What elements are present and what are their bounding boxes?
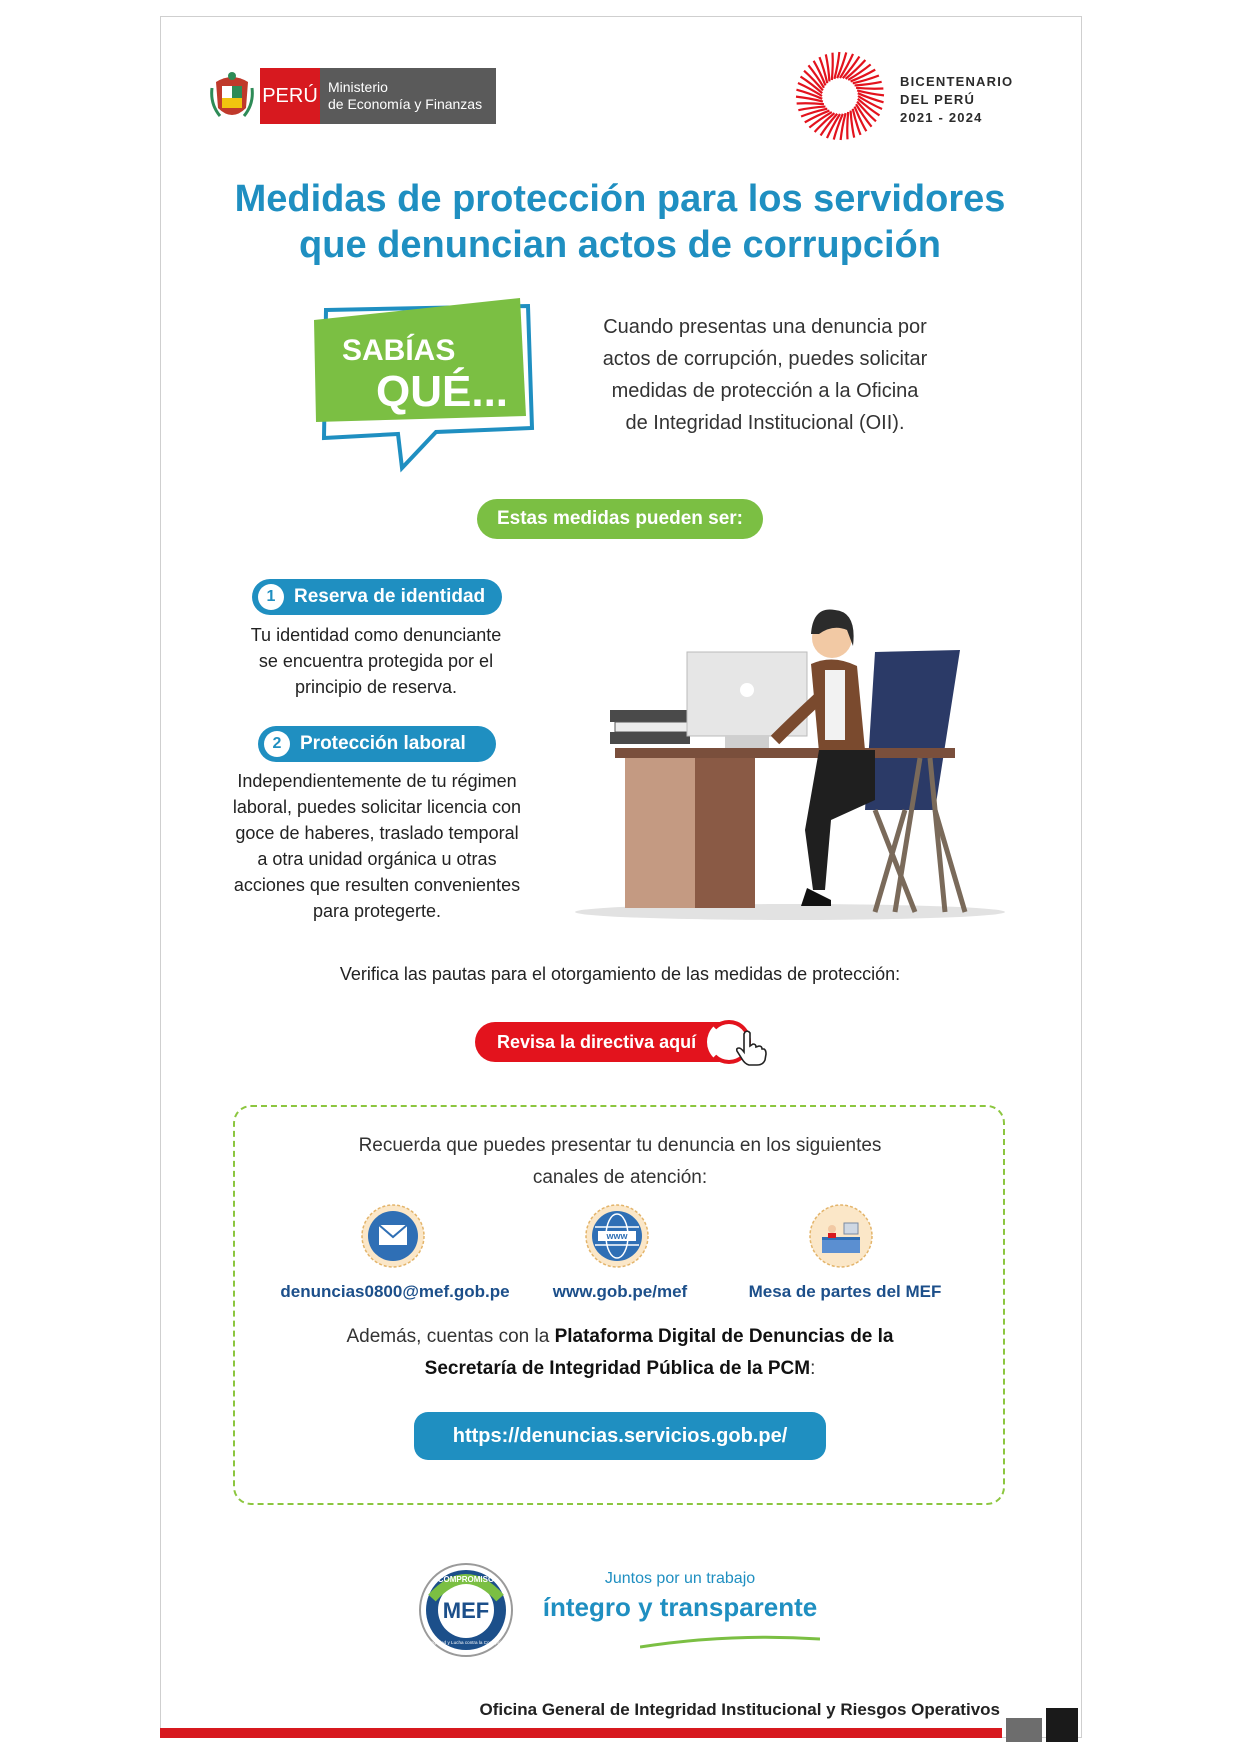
ministry-name: [320, 68, 496, 124]
intro-line2: actos de corrupción, puedes solicitar: [602, 348, 928, 370]
footer-office-name: Oficina General de Integridad Institucional y Riesgos Operativos: [479, 1700, 1000, 1719]
peru-label: PERÚ: [260, 68, 320, 124]
review-directive-label: Revisa la directiva aquí: [497, 1031, 697, 1052]
platform-suffix: :: [810, 1358, 816, 1379]
sun-ray: [832, 53, 833, 80]
title-line1: Medidas de protección para los servidores: [234, 178, 1006, 220]
platform-prefix: Además, cuentas con la: [346, 1326, 555, 1347]
globe-www-icon: [584, 1203, 650, 1269]
measure-2-line: para protegerte.: [312, 901, 442, 921]
measure-1-line: Tu identidad como denunciante: [250, 625, 502, 645]
measure-2-number: 2: [264, 731, 290, 757]
title-line2: que denuncian actos de corrupción: [299, 224, 941, 266]
measure-1-title: [252, 579, 502, 615]
ministry-line1: Ministerio: [328, 79, 388, 95]
verify-guidelines-text: Verifica las pautas para el otorgamiento de las medidas de protección:: [339, 964, 901, 984]
measure-2-line: Independientemente de tu régimen: [237, 771, 517, 791]
bicentenario-logo: [792, 48, 1052, 144]
footer-black-square: [1046, 1708, 1078, 1742]
measure-2-line: goce de haberes, traslado temporal: [235, 823, 519, 843]
measures-heading: Estas medidas pueden ser:: [477, 499, 763, 539]
sabias-line2: QUÉ...: [376, 367, 509, 416]
seal-bottom-text: Integridad y Lucha contra la Corrupción: [425, 1640, 507, 1645]
channels-intro-line1: Recuerda que puedes presentar tu denuncia en los siguientes: [358, 1135, 882, 1156]
measure-2-line: laboral, puedes solicitar licencia con: [232, 797, 522, 817]
measure-1-description: [226, 622, 526, 700]
sun-ray: [797, 103, 824, 104]
mef-compromiso-seal: [418, 1562, 514, 1658]
page-title: [200, 176, 1040, 268]
tagline-big: íntegro y transparente: [542, 1592, 818, 1622]
footer-red-bar: [160, 1728, 1002, 1738]
coat-of-arms-icon: [210, 68, 254, 124]
measure-2-line: acciones que resulten convenientes: [233, 875, 521, 895]
channels-intro-line2: canales de atención:: [532, 1167, 708, 1188]
footer-gray-square: [1006, 1718, 1042, 1742]
reception-desk-icon: [808, 1203, 874, 1269]
platform-name-1: Plataforma Digital de Denuncias de la: [554, 1326, 894, 1347]
platform-name-2: Secretaría de Integridad Pública de la PCM: [424, 1358, 811, 1379]
sabias-que-bubble: [306, 298, 542, 478]
intro-line4: de Integridad Institucional (OII).: [625, 412, 905, 434]
channel-desk-label: Mesa de partes del MEF: [748, 1282, 942, 1301]
review-directive-button[interactable]: [475, 1022, 745, 1062]
measure-1-line: principio de reserva.: [294, 677, 458, 697]
sun-ray: [856, 88, 883, 89]
sun-ray: [847, 112, 848, 139]
measure-1-title-text: Reserva de identidad: [294, 586, 486, 607]
intro-line1: Cuando presentas una denuncia por: [603, 316, 927, 338]
platform-paragraph: [280, 1321, 960, 1385]
bicentenario-line1: BICENTENARIO: [900, 74, 1014, 89]
ministry-line2: de Economía y Finanzas: [328, 96, 483, 112]
denuncias-url-link[interactable]: https://denuncias.servicios.gob.pe/: [414, 1412, 826, 1460]
svg-text:www: www: [606, 1231, 628, 1241]
measure-2-description: [212, 768, 542, 924]
intro-paragraph: [560, 311, 970, 439]
measure-2-title: [258, 726, 496, 762]
bicentenario-line3: 2021 - 2024: [900, 110, 983, 125]
measure-1-line: se encuentra protegida por el: [258, 651, 494, 671]
intro-line3: medidas de protección a la Oficina: [611, 380, 919, 402]
tagline-small: Juntos por un trabajo: [604, 1570, 756, 1587]
channel-web-label[interactable]: www.gob.pe/mef: [552, 1282, 688, 1301]
envelope-icon: [360, 1203, 426, 1269]
sabias-line1: SABÍAS: [342, 334, 456, 367]
bicentenario-text: [900, 73, 1013, 127]
measure-1-number: 1: [258, 584, 284, 610]
seal-top-text: COMPROMISO: [437, 1575, 495, 1584]
channel-email-label[interactable]: denuncias0800@mef.gob.pe: [280, 1282, 510, 1301]
measure-2-line: a otra unidad orgánica u otras: [257, 849, 497, 869]
bicentenario-sun-icon: [792, 48, 888, 144]
hand-pointer-icon: [735, 1030, 767, 1066]
seal-center-text: MEF: [442, 1598, 490, 1623]
woman-at-desk-illustration: [575, 600, 1015, 920]
green-swoosh: [640, 1633, 820, 1649]
mef-logo: [210, 65, 500, 127]
measure-2-title-text: Protección laboral: [300, 733, 466, 754]
bicentenario-line2: DEL PERÚ: [900, 92, 976, 107]
closing-tagline: [535, 1570, 825, 1623]
channels-intro: [300, 1130, 940, 1194]
